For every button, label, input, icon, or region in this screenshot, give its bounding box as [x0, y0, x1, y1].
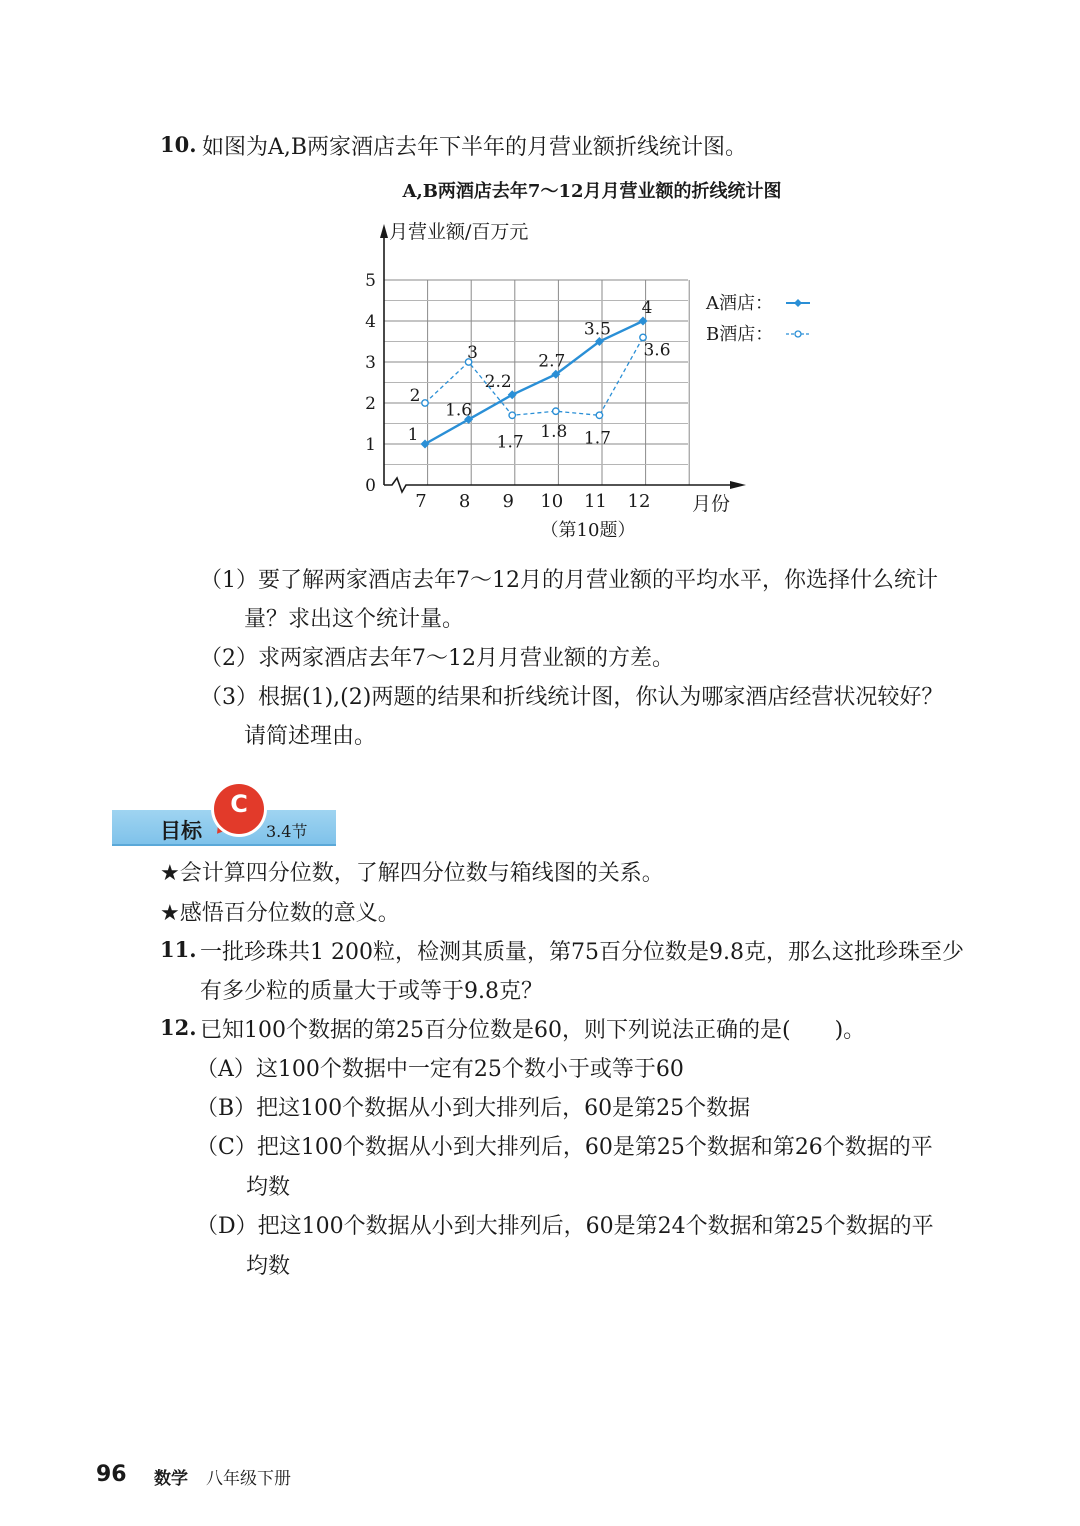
x-tick-label: 12: [627, 491, 651, 512]
legend-label-b: B酒店：: [706, 324, 774, 345]
y-tick-label: 2: [365, 394, 376, 414]
q12-number: 12.: [160, 1015, 197, 1040]
q12-option-c-line2: 均数: [246, 1175, 291, 1200]
q12-option-d-line2: 均数: [246, 1254, 291, 1279]
data-label-a: 3.5: [583, 319, 611, 340]
goal-item-1: ★会计算四分位数，了解四分位数与箱线图的关系。: [160, 861, 664, 886]
data-label-b: 1.8: [540, 422, 568, 443]
footer-grade: 八年级下册: [206, 1469, 291, 1489]
data-point-b: [509, 412, 515, 418]
y-tick-label: 3: [365, 353, 376, 373]
x-tick-label: 9: [502, 491, 514, 512]
data-point-b: [553, 408, 559, 414]
data-label-b: 3.6: [643, 340, 671, 361]
y-tick-label: 5: [365, 271, 376, 291]
chart-caption: （第10题）: [540, 520, 636, 541]
q12-option-c-line1: （C）把这100个数据从小到大排列后，60是第25个数据和第26个数据的平: [196, 1135, 933, 1160]
data-label-a: 4: [641, 298, 653, 318]
x-axis: [384, 478, 738, 492]
q12-stem: 已知100个数据的第25百分位数是60，则下列说法正确的是( )。: [200, 1018, 866, 1043]
data-label-a: 2.2: [484, 371, 512, 392]
q12-option-a: （A）这100个数据中一定有25个数小于或等于60: [196, 1057, 684, 1082]
goal-item-2: ★感悟百分位数的意义。: [160, 901, 400, 926]
y-tick-label: 1: [365, 435, 376, 455]
y-tick-label: 4: [365, 312, 376, 332]
goal-badge: C: [230, 790, 248, 818]
q11-line2: 有多少粒的质量大于或等于9.8克？: [200, 979, 543, 1004]
q10-number: 10.: [160, 132, 197, 157]
legend-label-a: A酒店：: [706, 293, 773, 314]
x-tick-label: 7: [415, 491, 427, 512]
q11-number: 11.: [160, 937, 197, 962]
data-label-b: 3: [467, 343, 479, 363]
data-point-b: [596, 412, 602, 418]
q10-stem: 如图为A,B两家酒店去年下半年的月营业额折线统计图。: [202, 135, 748, 160]
y-tick-label: 0: [365, 476, 376, 496]
x-tick-label: 11: [583, 491, 607, 512]
data-label-b: 2: [409, 386, 421, 406]
goal-section: 3.4节: [266, 822, 308, 841]
q10-sub1-line2: 量？求出这个统计量。: [244, 607, 465, 632]
footer-subject: 数学: [154, 1469, 188, 1489]
chart-legend: [705, 293, 810, 345]
q10-sub1-line1: （1）要了解两家酒店去年7～12月的月营业额的平均水平，你选择什么统计: [200, 568, 938, 593]
q11-line1: 一批珍珠共1 200粒，检测其质量，第75百分位数是9.8克，那么这批珍珠至少: [200, 940, 964, 965]
legend-marker-b-icon: [795, 331, 801, 337]
x-axis-arrow-icon: [730, 481, 746, 489]
q10-sub3-line1: （3）根据(1),(2)两题的结果和折线统计图，你认为哪家酒店经营状况较好？: [200, 685, 944, 710]
data-label-a: 1: [407, 425, 419, 445]
line-chart: [0, 0, 1080, 560]
page-number: 96: [96, 1462, 127, 1487]
q10-sub3-line2: 请简述理由。: [244, 724, 377, 749]
x-tick-label: 8: [458, 491, 471, 512]
data-label-a: 1.6: [445, 400, 473, 421]
chart-title: A,B两酒店去年7～12月月营业额的折线统计图: [402, 181, 782, 202]
q10-sub2: （2）求两家酒店去年7～12月月营业额的方差。: [200, 646, 674, 671]
x-axis-label: 月份: [692, 493, 731, 515]
y-axis-arrow-icon: [380, 224, 388, 238]
data-point-b: [422, 400, 428, 406]
x-tick-label: 10: [540, 491, 564, 512]
data-label-b: 1.7: [583, 428, 611, 449]
goal-label: 目标: [160, 819, 202, 843]
data-label-a: 2.7: [538, 351, 566, 372]
q12-option-d-line1: （D）把这100个数据从小到大排列后，60是第24个数据和第25个数据的平: [196, 1214, 934, 1239]
legend-marker-a-icon: [794, 299, 802, 307]
y-axis-label: 月营业额/百万元: [389, 221, 529, 243]
data-label-b: 1.7: [496, 432, 524, 453]
q12-option-b: （B）把这100个数据从小到大排列后，60是第25个数据: [196, 1096, 751, 1121]
